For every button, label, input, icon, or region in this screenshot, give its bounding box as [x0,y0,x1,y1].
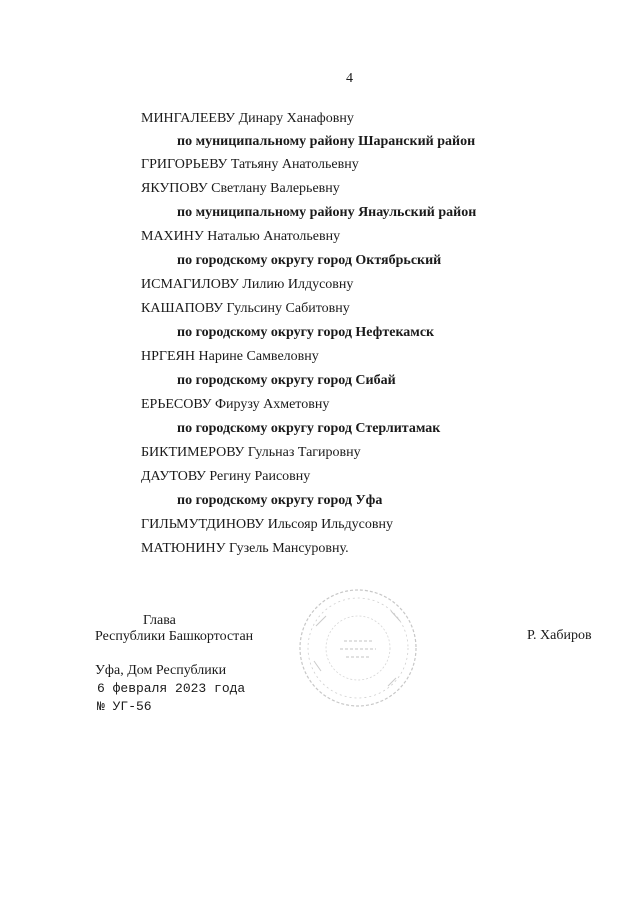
list-item-name: МАХИНУ Наталью Анатольевну [141,229,341,244]
list-item-district: по муниципальному району Янаульский район [177,205,477,220]
list-item-district: по городскому округу город Сибай [177,373,396,388]
signer-name: Р. Хабиров [527,628,592,643]
list-item-name: ЕРЬЕСОВУ Фирузу Ахметовну [141,397,330,412]
signing-date: 6 февраля 2023 года [97,681,246,696]
signer-title-line1: Глава [143,613,176,628]
list-item-name: ДАУТОВУ Регину Раисовну [141,469,311,484]
list-item-name: КАШАПОВУ Гульсину Сабитовну [141,301,350,316]
signing-place: Уфа, Дом Республики [95,663,227,678]
list-item-name: ЯКУПОВУ Светлану Валерьевну [141,181,340,196]
list-item-district: по городскому округу город Нефтекамск [177,325,435,340]
list-item-name: МИНГАЛЕЕВУ Динару Ханафовну [141,111,354,126]
list-item-name: БИКТИМЕРОВУ Гульназ Тагировну [141,445,361,460]
list-item-name: ГРИГОРЬЕВУ Татьяну Анатольевну [141,157,359,172]
list-item-name: НРГЕЯН Нарине Самвеловну [141,349,319,364]
list-item-district: по городскому округу город Уфа [177,493,383,508]
list-item-name: ГИЛЬМУТДИНОВУ Ильсояр Ильдусовну [141,517,393,532]
list-item-district: по городскому округу город Стерлитамак [177,421,441,436]
signer-title-line2: Республики Башкортостан [95,629,254,644]
list-item-district: по городскому округу город Октябрьский [177,253,442,268]
list-item-name: МАТЮНИНУ Гузель Мансуровну. [141,541,349,556]
list-item-district: по муниципальному району Шаранский район [177,134,476,149]
official-seal-stamp [296,586,420,710]
document-number: № УГ-56 [97,699,152,714]
page-number: 4 [346,71,353,86]
list-item-name: ИСМАГИЛОВУ Лилию Илдусовну [141,277,354,292]
